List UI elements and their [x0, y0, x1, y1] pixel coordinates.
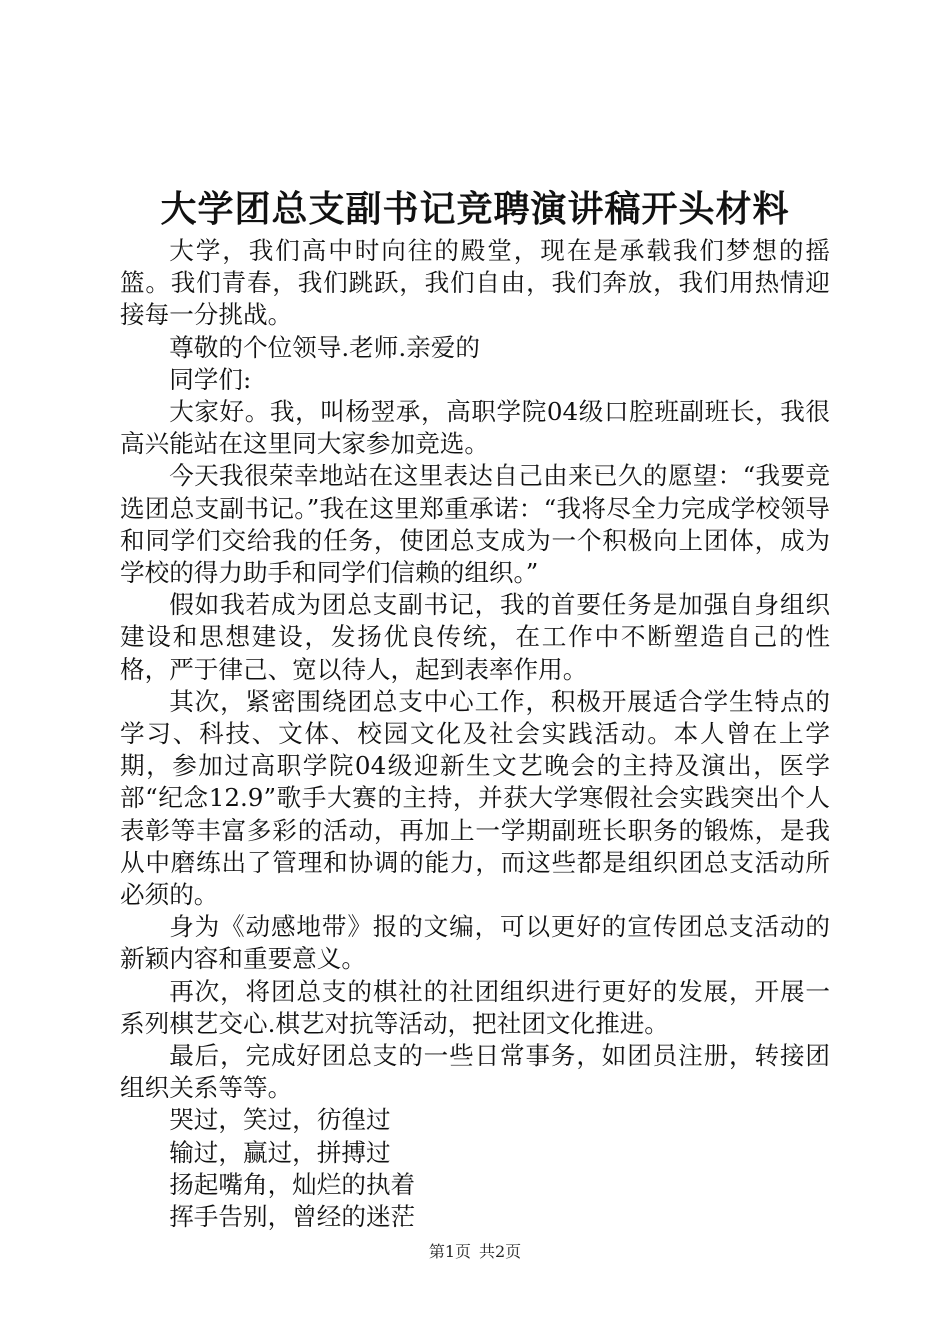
paragraph-final-task: 最后，完成好团总支的一些日常事务，如团员注册，转接团组织关系等等。	[120, 1041, 830, 1103]
document-title: 大学团总支副书记竞聘演讲稿开头材料	[160, 189, 790, 230]
page-number-total: 共2页	[479, 1242, 522, 1261]
paragraph-aspiration: 今天我很荣幸地站在这里表达自己由来已久的愿望：“我要竞选团总支副书记。”我在这里郑重承诺：“我将尽全力完成学校领导和同学们交给我的任务，使团总支成为一个积极向上团体，成为学校的得力助手和同学们信赖的组织。”	[120, 461, 830, 588]
paragraph-salutation-cont: 同学们:	[169, 364, 252, 394]
page-footer	[0, 1240, 950, 1264]
verse-line: 扬起嘴角，灿烂的执着	[169, 1169, 416, 1199]
paragraph-third-task: 再次，将团总支的棋社的社团组织进行更好的发展，开展一系列棋艺交心.棋艺对抗等活动，把社团文化推进。	[120, 976, 830, 1038]
paragraph-intro: 大学，我们高中时向往的殿堂，现在是承载我们梦想的摇篮。我们青春，我们跳跃，我们自由，我们奔放，我们用热情迎接每一分挑战。	[120, 236, 830, 330]
verse-line: 输过，赢过，拼搏过	[169, 1137, 391, 1167]
paragraph-second-task: 其次，紧密围绕团总支中心工作，积极开展适合学生特点的学习、科技、文体、校园文化及社会实践活动。本人曾在上学期，参加过高职学院04级迎新生文艺晚会的主持及演出，医学部“纪念12.9”歌手大赛的主持，并获大学寒假社会实践突出个人表彰等丰富多彩的活动，再加上一学期副班长职务的锻炼，是我从中磨练出了管理和协调的能力，而这些都是组织团总支活动所必须的。	[120, 686, 830, 910]
verse-line: 哭过，笑过，彷徨过	[169, 1105, 391, 1135]
paragraph-first-task: 假如我若成为团总支副书记，我的首要任务是加强自身组织建设和思想建设，发扬优良传统，在工作中不断塑造自己的性格，严于律己、宽以待人，起到表率作用。	[120, 590, 830, 684]
verse-line: 挥手告别，曾经的迷茫	[169, 1202, 416, 1232]
document-body	[120, 235, 830, 1233]
paragraph-greeting: 大家好。我，叫杨翌承，高职学院04级口腔班副班长，我很高兴能站在这里同大家参加竞选。	[120, 397, 830, 459]
paragraph-editor-role: 身为《动感地带》报的文编，可以更好的宣传团总支活动的新颖内容和重要意义。	[120, 912, 830, 974]
paragraph-salutation: 尊敬的个位领导.老师.亲爱的	[169, 332, 480, 362]
page-number-current: 第1页	[428, 1242, 471, 1261]
